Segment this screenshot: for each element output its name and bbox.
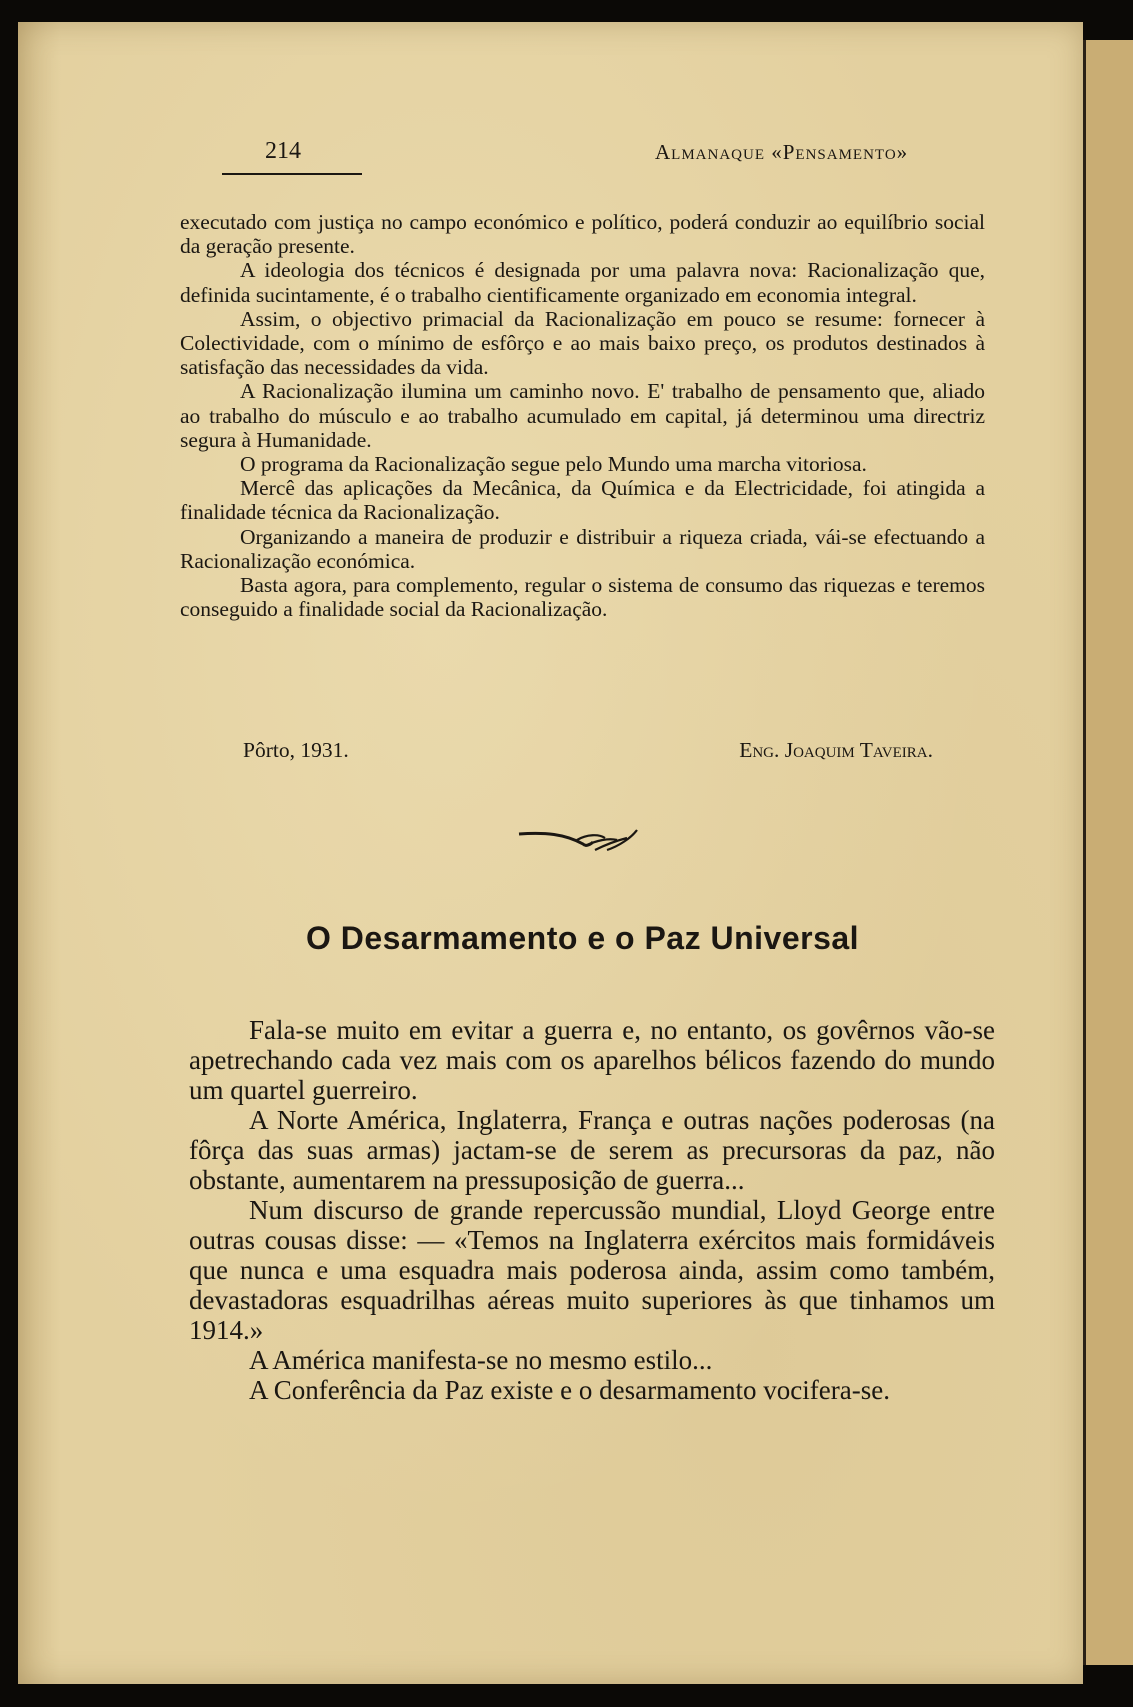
article-racionalizacao-body	[180, 210, 985, 621]
paragraph: Organizando a maneira de produzir e distribuir a riqueza criada, vái-se efectuando a Racionalização económica.	[180, 524, 985, 573]
paragraph: A Conferência da Paz existe e o desarmamento vocifera-se.	[249, 1375, 890, 1405]
paragraph: Mercê das aplicações da Mecânica, da Química e da Electricidade, foi atingida a finalidade técnica da Racionalização.	[180, 476, 985, 525]
paragraph: A ideologia dos técnicos é designada por uma palavra nova: Racionalização que, definida sucintamente, é o trabalho cientificamente organizado em economia integral.	[180, 258, 985, 307]
paragraph: A Norte América, Inglaterra, França e outras nações poderosas (na fôrça das suas armas) jactam-se de serem as precursoras da paz, não obstante, aumentarem na pressuposição de guerra...	[189, 1105, 995, 1195]
page-number: 214	[265, 138, 301, 164]
paragraph: A Racionalização ilumina um caminho novo. E' trabalho de pensamento que, aliado ao trabalho do músculo e ao trabalho acumulado em capital, já determinou uma directriz segura à Humanidade.	[180, 379, 985, 452]
place-date: Pôrto, 1931.	[243, 738, 349, 762]
header-rule	[222, 173, 362, 175]
paragraph: Assim, o objectivo primacial da Racionalização em pouco se resume: fornecer à Colectividade, com o mínimo de esfôrço e ao mais baixo preço, os produtos destinados à satisfação das necessidades da vida.	[180, 306, 985, 380]
adjacent-page-edge	[1083, 40, 1133, 1665]
article-title: O Desarmamento e o Paz Universal	[305, 920, 860, 956]
signature-row	[243, 738, 933, 763]
ornament-divider-icon	[515, 820, 655, 860]
running-title: Almanaque «Pensamento»	[655, 140, 909, 164]
paragraph: O programa da Racionalização segue pelo Mundo uma marcha vitoriosa.	[240, 452, 867, 477]
paragraph: A América manifesta-se no mesmo estilo...	[249, 1345, 713, 1375]
article-desarmamento-body	[189, 1015, 995, 1405]
paragraph: executado com justiça no campo económico e político, poderá conduzir ao equilíbrio social da geração presente.	[180, 210, 985, 259]
paragraph: Basta agora, para complemento, regular o sistema de consumo das riquezas e teremos conseguido a finalidade social da Racionalização.	[180, 573, 985, 622]
paragraph: Fala-se muito em evitar a guerra e, no entanto, os govêrnos vão-se apetrechando cada vez mais com os aparelhos bélicos fazendo do mundo um quartel guerreiro.	[189, 1015, 995, 1105]
paragraph: Num discurso de grande repercussão mundial, Lloyd George entre outras cousas disse: — «Temos na Inglaterra exércitos mais formidáveis que nunca e uma esquadra mais poderosa ainda, assim como também, devastadoras esquadrilhas aéreas muito superiores às que tinhamos um 1914.»	[189, 1195, 995, 1345]
author-signature: Eng. Joaquim Taveira.	[739, 738, 933, 762]
